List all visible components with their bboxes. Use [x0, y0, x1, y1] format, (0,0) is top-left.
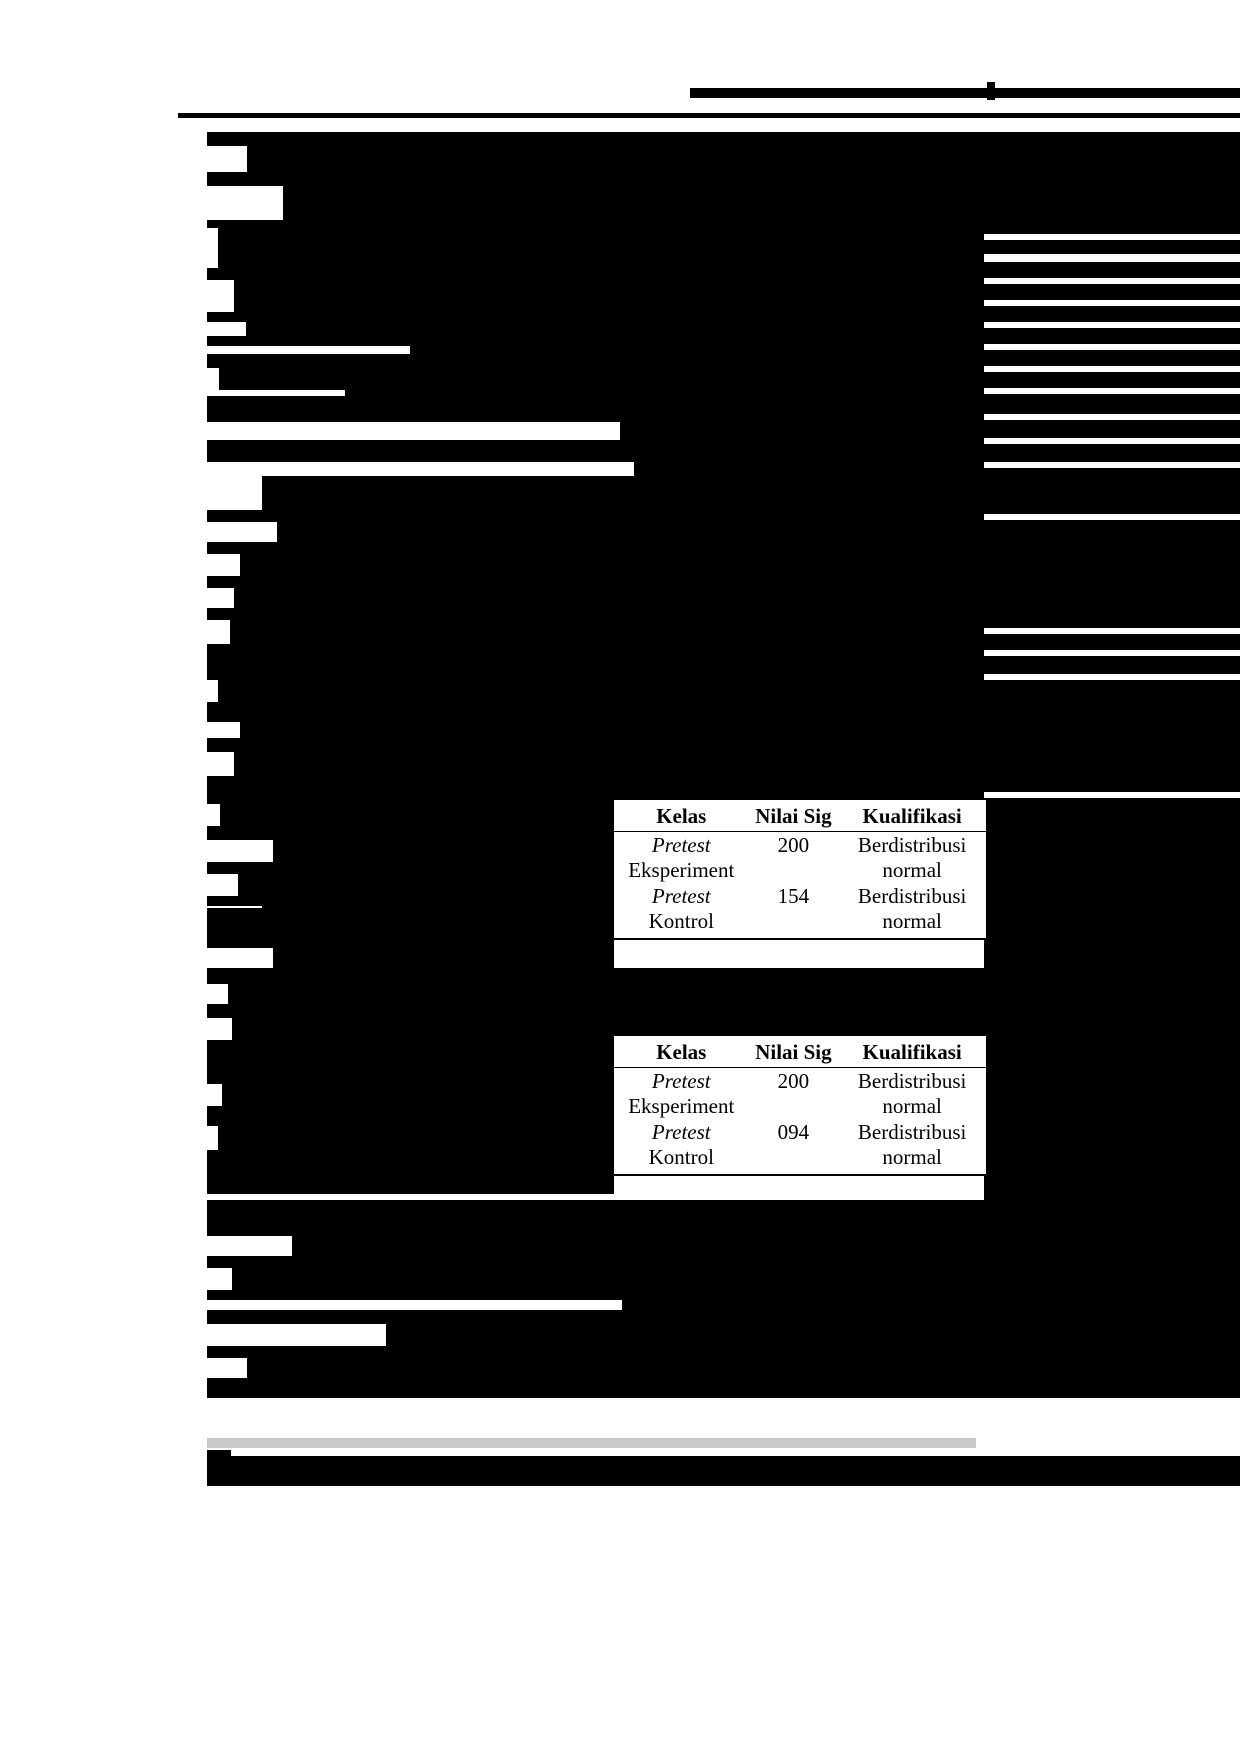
body-redaction-line-44 [483, 900, 614, 926]
table-1-row-2-kualifikasi-line1: Berdistribusi [857, 884, 967, 909]
body-redaction-line-36 [220, 804, 614, 826]
table-2-row-1-nilai-sig: 200 [777, 1068, 810, 1093]
table-1-row-1-nilai-sig: 200 [777, 832, 810, 857]
body-redaction-line-55 [207, 1150, 614, 1160]
right-column-redaction-18 [986, 1236, 1240, 1248]
right-column-redaction-21 [986, 1322, 1240, 1338]
table-2-row-1-kualifikasi-line2: normal [882, 1093, 942, 1118]
table-2-body [614, 1067, 986, 1175]
right-column-redaction-1 [984, 220, 1240, 234]
table-2-row-2-nilai-sig: 094 [749, 1119, 839, 1175]
body-redaction-line-46 [273, 948, 614, 970]
table-1-row-2-kualifikasi [838, 883, 986, 939]
right-column-redaction-15 [984, 656, 1240, 674]
header-redaction-block [690, 88, 1000, 98]
table-2-header-row [614, 1035, 986, 1067]
body-redaction-line-24 [240, 554, 984, 576]
body-redaction-line-8 [234, 280, 984, 312]
table-1-row-2-kelas [614, 883, 749, 939]
table-1-row-1-kelas-line1: Pretest [651, 832, 711, 857]
table-row [614, 1067, 986, 1119]
right-column-redaction-16 [984, 680, 1240, 792]
body-redaction-line-31 [207, 702, 984, 722]
right-column-redaction-6 [984, 328, 1240, 344]
body-redaction-line-21 [207, 510, 984, 522]
body-redaction-line-53 [207, 1106, 614, 1126]
body-redaction-line-12 [410, 328, 984, 354]
table-2-row-1-kualifikasi-line1: Berdistribusi [857, 1068, 967, 1093]
header-redaction-right [998, 88, 1240, 98]
right-column-redaction-13 [984, 520, 1240, 628]
right-column-redaction-5 [984, 306, 1240, 322]
table-1-row-1-kelas-line2: Eksperiment [628, 857, 735, 882]
body-redaction-line-27 [207, 608, 984, 620]
table-2-row-1-kelas-line1: Pretest [651, 1068, 711, 1093]
footer-gray-rule [207, 1438, 976, 1448]
body-redaction-line-22 [277, 522, 984, 542]
table-row [614, 1119, 986, 1175]
body-redaction-line-28 [230, 620, 984, 644]
body-redaction-line-6 [218, 228, 984, 268]
right-column-redaction-4 [984, 284, 1240, 300]
right-column-redaction-8 [984, 372, 1240, 388]
body-redaction-line-17 [620, 418, 984, 442]
header-redaction-tick [987, 82, 995, 100]
table-2-head [614, 1035, 986, 1067]
body-redaction-line-2 [247, 146, 1240, 172]
body-redaction-line-18 [207, 440, 984, 462]
body-redaction-line-37 [207, 826, 614, 840]
table-1-header-kelas: Kelas [614, 799, 749, 831]
right-column-redaction-2 [984, 240, 1240, 254]
body-redaction-line-4 [283, 186, 1240, 220]
table-1-row-2-kelas-line1: Pretest [651, 884, 711, 909]
table-row [614, 831, 986, 883]
table-1-row-2-nilai-sig: 154 [749, 883, 839, 939]
right-column-redaction-7 [984, 350, 1240, 366]
table-1-row-1-kualifikasi [838, 831, 986, 883]
right-column-redaction-22 [986, 1344, 1240, 1398]
header-rule [178, 113, 1240, 118]
body-redaction-line-56 [207, 1160, 614, 1194]
table-2-row-2-kualifikasi-line1: Berdistribusi [857, 1120, 967, 1145]
right-column-redaction-20 [986, 1276, 1240, 1312]
table-2-header-kualifikasi: Kualifikasi [838, 1035, 986, 1067]
table-2-header-kelas: Kelas [614, 1035, 749, 1067]
right-column-redaction-9 [984, 394, 1240, 414]
body-redaction-line-29 [207, 644, 984, 680]
table-2-row-1-kelas [614, 1067, 749, 1119]
body-redaction-line-3 [207, 172, 1240, 186]
right-column-redaction-11 [984, 444, 1240, 462]
table-2-row-2-kualifikasi [838, 1119, 986, 1175]
footer-redaction-block [228, 1456, 1240, 1486]
body-redaction-line-7 [207, 268, 984, 280]
table-1-row-2-kelas-line2: Kontrol [648, 909, 714, 934]
table-1-row-1-kualifikasi-line1: Berdistribusi [857, 832, 967, 857]
body-redaction-line-45 [207, 926, 614, 948]
table-2-header-nilai-sig: Nilai Sig [749, 1035, 839, 1067]
body-redaction-line-30 [218, 680, 984, 702]
table-2-row-2-kelas-line2: Kontrol [648, 1145, 714, 1170]
table-1-header-kualifikasi: Kualifikasi [838, 799, 986, 831]
body-redaction-line-1 [207, 132, 1240, 146]
table-1-header-nilai-sig: Nilai Sig [749, 799, 839, 831]
table-1-row-2-kualifikasi-line2: normal [882, 909, 942, 934]
body-redaction-line-57 [207, 1200, 1240, 1232]
body-redaction-line-33 [207, 738, 984, 752]
normality-test-table-1 [614, 798, 986, 940]
table-2-row-2-kualifikasi-line2: normal [882, 1145, 942, 1170]
body-redaction-line-52 [222, 1084, 614, 1106]
body-redaction-line-13 [207, 354, 984, 368]
table-row [614, 883, 986, 939]
table-1-row-1-kelas [614, 831, 749, 883]
body-redaction-line-26 [234, 588, 984, 608]
normality-test-table-2 [614, 1034, 986, 1176]
table-1-body [614, 831, 986, 939]
right-column-redaction-14 [984, 634, 1240, 650]
table-1-header-row [614, 799, 986, 831]
right-column-redaction-12 [984, 468, 1240, 514]
mid-band-redaction-2 [984, 1028, 1240, 1200]
mid-band-redaction-1 [984, 958, 1240, 1024]
table-1-head [614, 799, 986, 831]
body-redaction-line-9 [207, 312, 984, 322]
body-redaction-line-51 [207, 1040, 614, 1084]
body-redaction-line-20 [262, 476, 984, 510]
body-redaction-line-54 [218, 1126, 614, 1150]
right-column-redaction-19 [986, 1256, 1240, 1270]
right-column-redaction-10 [984, 420, 1240, 438]
table-1-row-1-kualifikasi-line2: normal [882, 857, 942, 882]
body-redaction-line-25 [207, 576, 984, 588]
body-redaction-line-23 [207, 542, 984, 554]
right-column-redaction-3 [984, 262, 1240, 278]
right-column-redaction-17 [984, 798, 1240, 958]
body-redaction-line-15 [345, 384, 984, 396]
table-2-row-2-kelas-line1: Pretest [651, 1120, 711, 1145]
body-redaction-line-32 [240, 722, 984, 738]
body-redaction-line-38 [273, 840, 614, 862]
table-2-row-1-kelas-line2: Eksperiment [628, 1093, 735, 1118]
body-redaction-line-34 [234, 752, 984, 776]
table-2-row-2-kelas [614, 1119, 749, 1175]
table-2-row-1-kualifikasi [838, 1067, 986, 1119]
body-redaction-line-39 [207, 862, 614, 874]
